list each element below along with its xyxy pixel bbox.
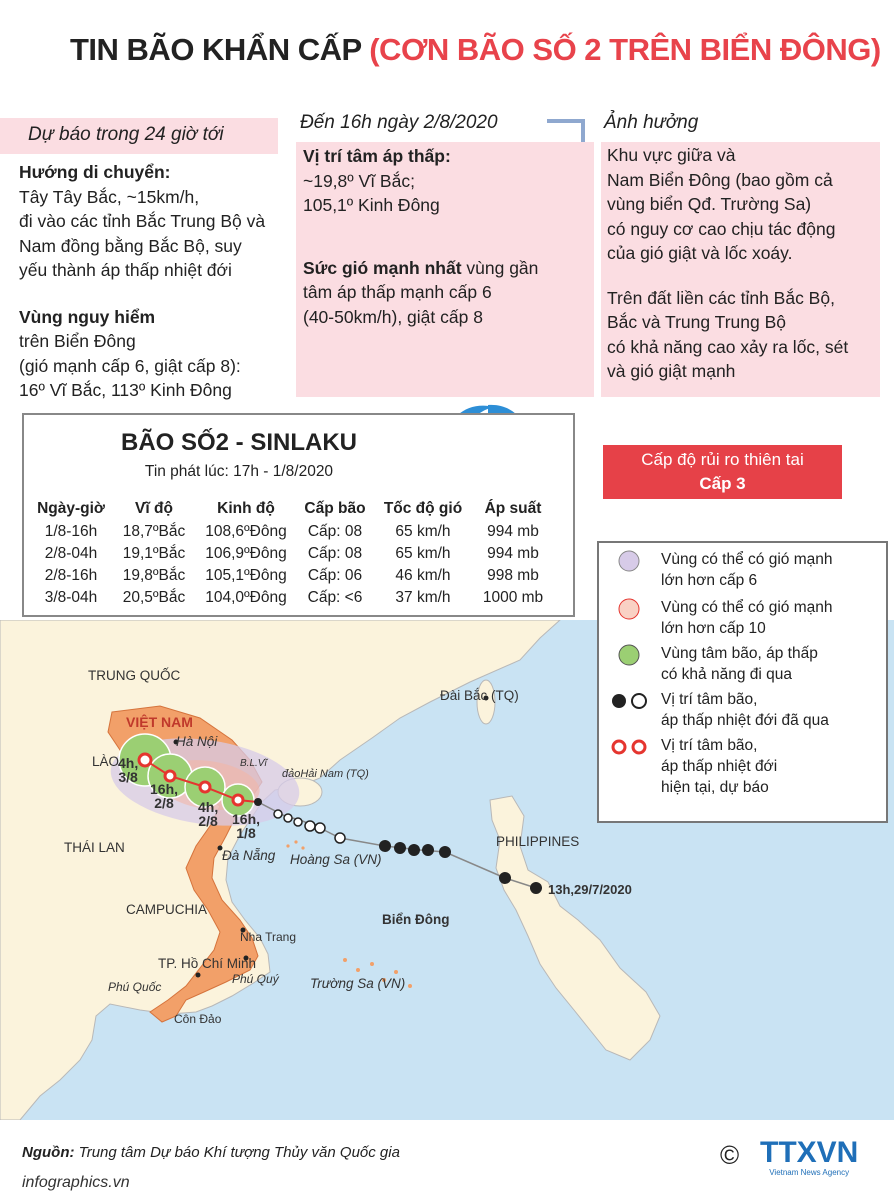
table-cell: 19,8ºBắc [122,567,186,584]
table-row [30,565,554,587]
impact-header: Ảnh hưởng [604,112,699,133]
legend-text: lớn hơn cấp 6 [661,572,758,589]
map-legend [597,541,888,823]
table-cell: 19,1ºBắc [122,545,186,562]
map-label-bachlongvi: B.L.Vĩ [240,758,267,769]
direction-line: Nam đồng bằng Bắc Bộ, suy [19,235,242,256]
agency-logo [760,1138,858,1177]
risk-level-box [603,445,842,499]
current-position [254,798,262,806]
wind-rest: vùng gần [461,257,539,278]
table-cell: Cấp: 06 [307,567,363,584]
impact-section [607,143,882,384]
direction-line: Tây Tây Bắc, ~15km/h, [19,186,200,207]
table-cell: 108,6ºĐông [205,523,287,540]
table-cell: 2/8-04h [44,545,98,562]
column-header: Vĩ độ [135,500,173,517]
map-label-nhatrang: Nha Trang [240,930,297,944]
table-cell: 20,5ºBắc [122,589,186,606]
wind-line: tâm áp thấp mạnh cấp 6 [303,282,492,302]
table-cell: 65 km/h [395,523,451,540]
storm-info-box [22,413,575,617]
wind-line: (40-50km/h), giật cấp 8 [303,306,483,327]
page-title [70,32,881,68]
source-text: Trung tâm Dự báo Khí tượng Thủy văn Quốc gia [74,1144,400,1161]
lavender-circle-icon [609,549,649,573]
legend-text: áp thấp nhiệt đới [661,758,778,775]
salmon-circle-icon [609,597,649,621]
past-positions [274,810,345,843]
time-label [198,800,218,828]
table-row [30,521,554,543]
table-cell: 994 mb [487,545,539,562]
wind-label: Sức gió mạnh nhất [303,257,462,278]
impact-line: Khu vực giữa và [607,145,736,165]
table-header-row [30,497,554,521]
map-label-philippines: PHILIPPINES [496,834,580,849]
time-label-date: 2/8 [198,813,218,829]
table-cell: 106,9ºĐông [205,545,287,562]
hoangsa-islands [286,840,304,849]
table-cell: 46 km/h [395,567,451,584]
table-row [30,587,554,609]
center-line: 105,1º Kinh Đông [303,195,440,215]
position-header: Đến 16h ngày 2/8/2020 [300,112,498,133]
direction-label: Hướng di chuyển: [19,162,171,182]
impact-line: có khả năng cao xảy ra lốc, sét [607,336,849,357]
forecast-header-box [0,118,278,154]
agency-sub: Vietnam News Agency [769,1168,850,1177]
column-header: Ngày-giờ [37,500,105,517]
map-label-vietnam: VIỆT NAM [126,714,193,730]
map-label-biendong: Biển Đông [382,912,450,927]
risk-label: Cấp độ rủi ro thiên tai [641,450,804,469]
agency-name: TTXVN [760,1136,859,1169]
current-storm-icon [609,735,649,759]
map-label-laos: LÀO [92,754,120,769]
wind-line-first [303,256,593,281]
table-cell: 65 km/h [395,545,451,562]
bracket-icon [545,115,590,145]
forecast-section [19,160,299,403]
legend-item [609,549,833,589]
map-label-thailand: THÁI LAN [64,840,125,855]
time-label-hour: 16h, [232,811,261,827]
legend-text: Vùng có thể có gió mạnh [661,551,833,568]
legend-item [609,689,829,729]
time-label [150,782,178,810]
map-label-hcm: TP. Hồ Chí Minh [158,956,257,971]
danger-line: 16º Vĩ Bắc, 113º Kinh Đông [19,380,232,400]
map-label-phuquy: Phú Quý [232,972,279,986]
risk-level: Cấp 3 [699,474,746,493]
map-label-china: TRUNG QUỐC [88,668,181,683]
legend-item [609,735,778,796]
impact-line: Bắc và Trung Trung Bộ [607,312,786,332]
map-label-truongsa: Trường Sa (VN) [310,976,406,991]
table-cell: 1/8-16h [44,523,98,540]
map-label-cambodia: CAMPUCHIA [126,902,208,917]
impact-line: Trên đất liền các tỉnh Bắc Bộ, [607,287,835,308]
legend-text: Vị trí tâm bão, [661,691,758,708]
legend-text: hiện tại, dự báo [661,779,769,796]
table-cell: 1000 mb [482,589,544,606]
position-section [303,144,593,329]
table-cell: 105,1ºĐông [205,567,287,584]
impact-line: Nam Biển Đông (bao gồm cả [607,169,833,190]
table-cell: 37 km/h [395,589,451,606]
time-label-hour: 16h, [150,781,179,797]
legend-text: áp thấp nhiệt đới đã qua [661,712,829,729]
source-label: Nguồn: [22,1144,75,1161]
column-header: Áp suất [484,500,542,517]
copyright-icon: © [720,1140,740,1170]
legend-text: Vị trí tâm bão, [661,737,758,754]
footer [0,1120,894,1200]
map-label-taibei: Đài Bắc (TQ) [440,688,519,703]
map-label-hainan: đảoHải Nam (TQ) [282,768,369,780]
table-cell: 2/8-16h [44,567,98,584]
column-header: Tốc độ gió [383,500,463,517]
table-cell: 998 mb [487,567,539,584]
green-circle-icon [609,643,649,667]
time-label-date: 1/8 [236,825,256,841]
map-label-hoangsa: Hoàng Sa (VN) [290,852,382,867]
table-cell: 104,0ºĐông [205,589,287,606]
impact-line: có nguy cơ cao chịu tác động [607,218,836,239]
legend-text: Vùng có thể có gió mạnh [661,599,833,616]
legend-item [609,597,833,637]
map-label-phuquoc: Phú Quốc [108,980,162,994]
table-cell: Cấp: 08 [307,545,363,562]
time-label-date: 2/8 [154,795,174,811]
source-line [22,1144,400,1161]
forecast-header: Dự báo trong 24 giờ tới [28,124,224,145]
table-cell: 994 mb [487,523,539,540]
direction-line: đi vào các tỉnh Bắc Trung Bộ và [19,211,266,231]
column-header: Kinh độ [217,500,275,517]
danger-line: (gió mạnh cấp 6, giật cấp 8): [19,355,241,376]
column-header: Cấp bão [304,500,366,517]
map-label-danang: Đà Nẵng [222,848,276,863]
table-cell: Cấp: <6 [307,589,363,606]
map-label-start: 13h,29/7/2020 [548,882,632,897]
center-label: Vị trí tâm áp thấp: [303,146,451,166]
impact-line: vùng biển Qđ. Trường Sa) [607,194,812,214]
map-label-hanoi: Hà Nội [176,734,218,749]
direction-line: yếu thành áp thấp nhiệt đới [19,260,232,280]
legend-text: Vùng tâm bão, áp thấp [661,645,818,662]
table-cell: 3/8-04h [44,589,98,606]
time-label [232,812,260,840]
danger-label: Vùng nguy hiểm [19,306,156,327]
map-label-condao: Côn Đảo [174,1012,222,1026]
storm-table [30,497,554,609]
table-cell: Cấp: 08 [307,523,363,540]
time-label-date: 3/8 [118,769,138,785]
time-label [118,756,138,784]
impact-line: và gió giật mạnh [607,361,736,381]
table-cell: 18,7ºBắc [122,523,186,540]
title-sub: (CƠN BÃO SỐ 2 TRÊN BIỂN ĐÔNG) [369,32,881,67]
site-name: infographics.vn [22,1174,130,1191]
center-line: ~19,8º Vĩ Bắc; [303,170,415,191]
title-main: TIN BÃO KHẨN CẤP [70,32,362,67]
past-storm-icon [609,689,649,713]
legend-item [609,643,818,683]
storm-issued: Tin phát lúc: 17h - 1/8/2020 [144,463,334,480]
table-row [30,543,554,565]
legend-text: có khả năng đi qua [661,666,792,683]
storm-title: BÃO SỐ2 - SINLAKU [120,429,357,456]
time-label-hour: 4h, [198,799,219,815]
legend-text: lớn hơn cấp 10 [661,620,766,637]
impact-line: của gió giật và lốc xoáy. [607,243,793,263]
danger-line: trên Biển Đông [19,331,136,351]
time-label-hour: 4h, [118,755,139,771]
